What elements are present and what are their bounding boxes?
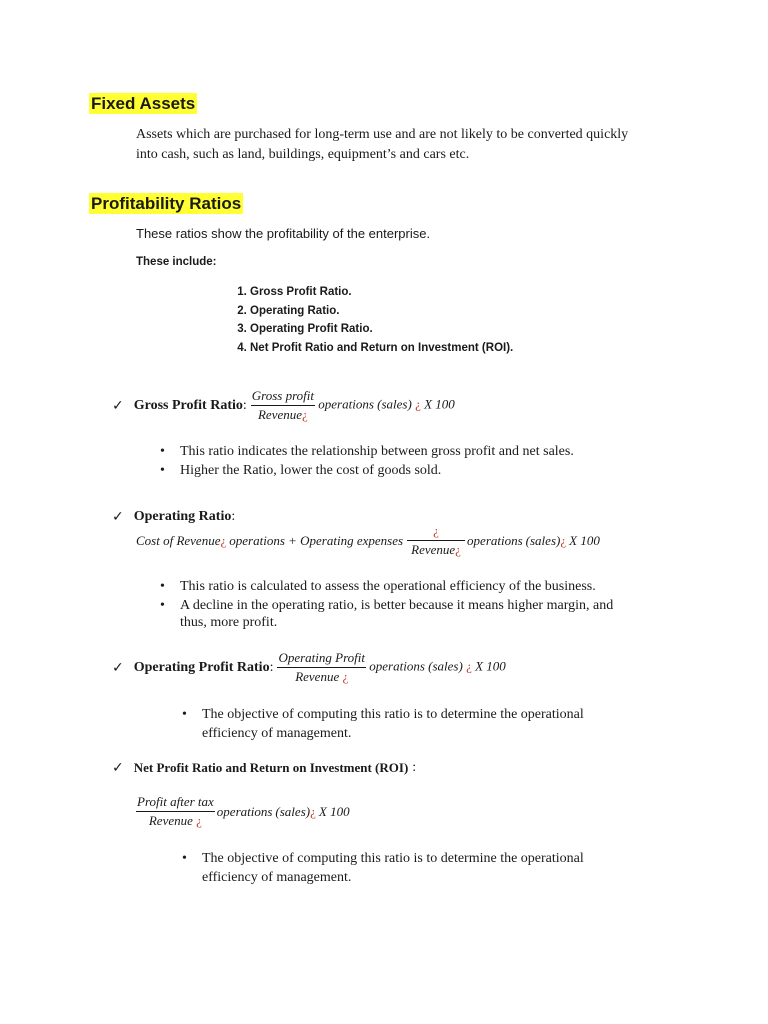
profitability-intro: These ratios show the profitability of the enterprise. bbox=[136, 226, 431, 241]
net-profit-fraction bbox=[136, 794, 215, 829]
fraction-denominator bbox=[295, 668, 348, 685]
glyph: ¿ bbox=[220, 532, 227, 548]
glyph: ¿ bbox=[455, 542, 461, 557]
glyph: ¿ bbox=[433, 523, 439, 538]
net-profit-row bbox=[112, 760, 416, 776]
glyph: ¿ bbox=[342, 669, 349, 684]
formula-tail: operations bbox=[216, 803, 273, 819]
operating-ratio-label: Operating Ratio bbox=[133, 509, 232, 524]
list-item: • Higher the Ratio, lower the cost of goods sold. bbox=[180, 462, 574, 481]
operating-profit-row bbox=[112, 650, 506, 685]
checkmark-icon: ✓ bbox=[112, 509, 124, 525]
net-profit-colon: : bbox=[412, 760, 417, 775]
denominator-text: Revenue bbox=[148, 813, 193, 828]
bullet-line-2: efficiency of management. bbox=[202, 869, 352, 885]
operating-profit-label: Operating Profit Ratio bbox=[133, 659, 270, 675]
profitability-ratios-heading: Profitability Ratios bbox=[91, 194, 242, 213]
glyph: ¿ bbox=[415, 396, 421, 412]
bullet-line-1: • The objective of computing this ratio is to determine the operational bbox=[202, 851, 584, 866]
fixed-assets-definition bbox=[136, 125, 628, 165]
formula-tail: (sales) bbox=[377, 396, 412, 412]
glyph: ¿ bbox=[196, 813, 202, 828]
operating-profit-fraction bbox=[277, 650, 366, 685]
fraction-numerator bbox=[407, 523, 465, 541]
fraction-numerator: Operating Profit bbox=[277, 650, 366, 668]
list-item bbox=[202, 706, 584, 743]
formula-tail: (sales) bbox=[275, 803, 311, 819]
formula-tail: X 100 bbox=[475, 658, 506, 674]
formula-lead: Cost of Revenue bbox=[136, 532, 221, 548]
bullet-line-1: • The objective of computing this ratio is to determine the operational bbox=[202, 707, 584, 722]
list-item bbox=[202, 850, 584, 887]
checkmark-icon: ✓ bbox=[112, 659, 124, 676]
list-item: 3. Operating Profit Ratio. bbox=[250, 320, 513, 339]
fraction-denominator bbox=[258, 406, 308, 423]
net-profit-label: Net Profit Ratio and Return on Investment (ROI) bbox=[133, 760, 409, 775]
denominator-text: Revenue bbox=[257, 407, 303, 422]
fraction-denominator bbox=[149, 812, 202, 829]
formula-tail: (sales) bbox=[428, 658, 463, 674]
operating-ratio-colon: : bbox=[231, 509, 236, 524]
glyph: ¿ bbox=[310, 803, 316, 819]
operating-ratio-bullets bbox=[160, 578, 613, 615]
formula-mid: operations + Operating expenses bbox=[229, 532, 404, 548]
operating-ratio-fraction bbox=[407, 523, 465, 558]
operating-profit-bullets bbox=[182, 706, 584, 743]
fraction-numerator: Gross profit bbox=[251, 388, 315, 406]
list-item: 1. Gross Profit Ratio. bbox=[250, 283, 513, 302]
list-item: 4. Net Profit Ratio and Return on Investment (ROI). bbox=[250, 339, 513, 358]
list-item: 2. Operating Ratio. bbox=[250, 302, 513, 321]
list-item: • This ratio indicates the relationship between gross profit and net sales. bbox=[180, 443, 574, 462]
operating-profit-formula bbox=[277, 650, 505, 685]
glyph: ¿ bbox=[560, 532, 567, 548]
bullet-line-2: efficiency of management. bbox=[202, 725, 352, 741]
denominator-text: Revenue bbox=[411, 542, 456, 557]
these-include-label: These include: bbox=[136, 256, 217, 268]
gross-profit-bullets bbox=[160, 443, 574, 480]
formula-tail: (sales) bbox=[525, 532, 561, 548]
formula-tail: operations bbox=[467, 532, 523, 548]
fixed-assets-line-1: Assets which are purchased for long-term use and are not likely to be converted quickly bbox=[136, 127, 629, 142]
gross-profit-formula bbox=[251, 388, 455, 423]
fraction-denominator bbox=[411, 541, 461, 558]
glyph: ¿ bbox=[466, 658, 472, 674]
operating-profit-colon: : bbox=[269, 659, 274, 675]
net-profit-formula bbox=[136, 794, 350, 829]
denominator-text: Revenue bbox=[295, 669, 340, 684]
net-profit-bullets bbox=[182, 850, 584, 887]
formula-tail: operations bbox=[318, 396, 374, 412]
gross-profit-label: Gross Profit Ratio bbox=[133, 397, 243, 413]
formula-tail: X 100 bbox=[569, 532, 600, 548]
checkmark-icon: ✓ bbox=[112, 397, 124, 414]
fraction-numerator: Profit after tax bbox=[136, 794, 215, 812]
operating-ratio-formula bbox=[136, 523, 600, 558]
formula-tail: X 100 bbox=[424, 396, 455, 412]
glyph: ¿ bbox=[302, 407, 308, 422]
operating-ratio-bullet-continuation: thus, more profit. bbox=[180, 615, 278, 630]
checkmark-icon: ✓ bbox=[112, 760, 124, 776]
gross-profit-colon: : bbox=[242, 397, 247, 413]
gross-profit-fraction bbox=[251, 388, 315, 423]
list-item: • A decline in the operating ratio, is better because it means higher margin, and bbox=[180, 597, 613, 616]
formula-tail: X 100 bbox=[318, 803, 350, 819]
list-item: • This ratio is calculated to assess the operational efficiency of the business. bbox=[180, 578, 613, 597]
ratio-list bbox=[226, 283, 513, 357]
formula-tail: operations bbox=[369, 658, 425, 674]
gross-profit-row bbox=[112, 388, 455, 423]
fixed-assets-heading: Fixed Assets bbox=[91, 94, 196, 113]
fixed-assets-line-2: into cash, such as land, buildings, equipment’s and cars etc. bbox=[136, 147, 470, 162]
